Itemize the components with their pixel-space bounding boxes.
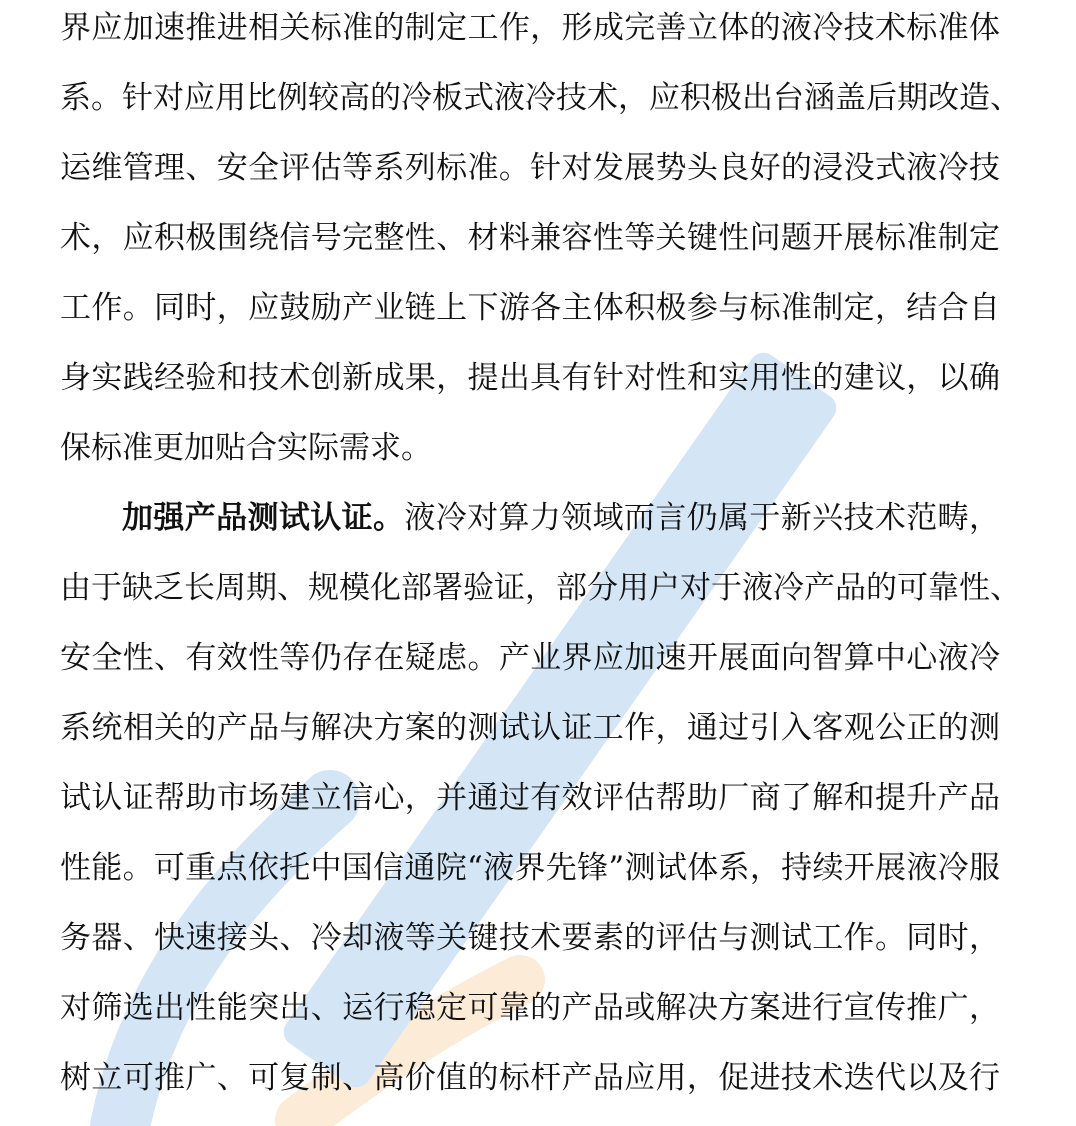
paragraph-2-line: 安全性、有效性等仍存在疑虑。产业界应加速开展面向智算中心液冷 [60,640,1000,676]
paragraph-1-line: 工作。同时，应鼓励产业链上下游各主体积极参与标准制定，结合自 [60,290,1000,326]
paragraph-1-line: 界应加速推进相关标准的制定工作，形成完善立体的液冷技术标准体 [60,10,1000,46]
paragraph-1-line: 身实践经验和技术创新成果，提出具有针对性和实用性的建议，以确 [60,360,1000,396]
paragraph-2-line: 对筛选出性能突出、运行稳定可靠的产品或解决方案进行宣传推广， [60,990,1000,1026]
paragraph-2-line: 系统相关的产品与解决方案的测试认证工作，通过引入客观公正的测 [60,710,1000,746]
paragraph-1-line: 术，应积极围绕信号完整性、材料兼容性等关键性问题开展标准制定 [60,220,1000,256]
paragraph-1-line: 保标准更加贴合实际需求。 [60,430,432,466]
paragraph-1-line: 系。针对应用比例较高的冷板式液冷技术，应积极出台涵盖后期改造、 [60,80,1021,116]
paragraph-2-line: 性能。可重点依托中国信通院“液界先锋”测试体系，持续开展液冷服 [60,850,1000,886]
paragraph-2-line: 树立可推广、可复制、高价值的标杆产品应用，促进技术迭代以及行 [60,1060,1000,1096]
paragraph-2-first-line [122,493,1000,543]
paragraph-2-line: 务器、快速接头、冷却液等关键技术要素的评估与测试工作。同时， [60,920,1000,956]
paragraph-2-line: 由于缺乏长周期、规模化部署验证，部分用户对于液冷产品的可靠性、 [60,570,1021,606]
paragraph-1-line: 运维管理、安全评估等系列标准。针对发展势头良好的浸没式液冷技 [60,150,1000,186]
paragraph-2-first-line-text: 液冷对算力领域而言仍属于新兴技术范畴， [404,500,1001,536]
paragraph-2-lead-heading: 加强产品测试认证。 [122,500,405,536]
paragraph-2-line: 试认证帮助市场建立信心，并通过有效评估帮助厂商了解和提升产品 [60,780,1000,816]
